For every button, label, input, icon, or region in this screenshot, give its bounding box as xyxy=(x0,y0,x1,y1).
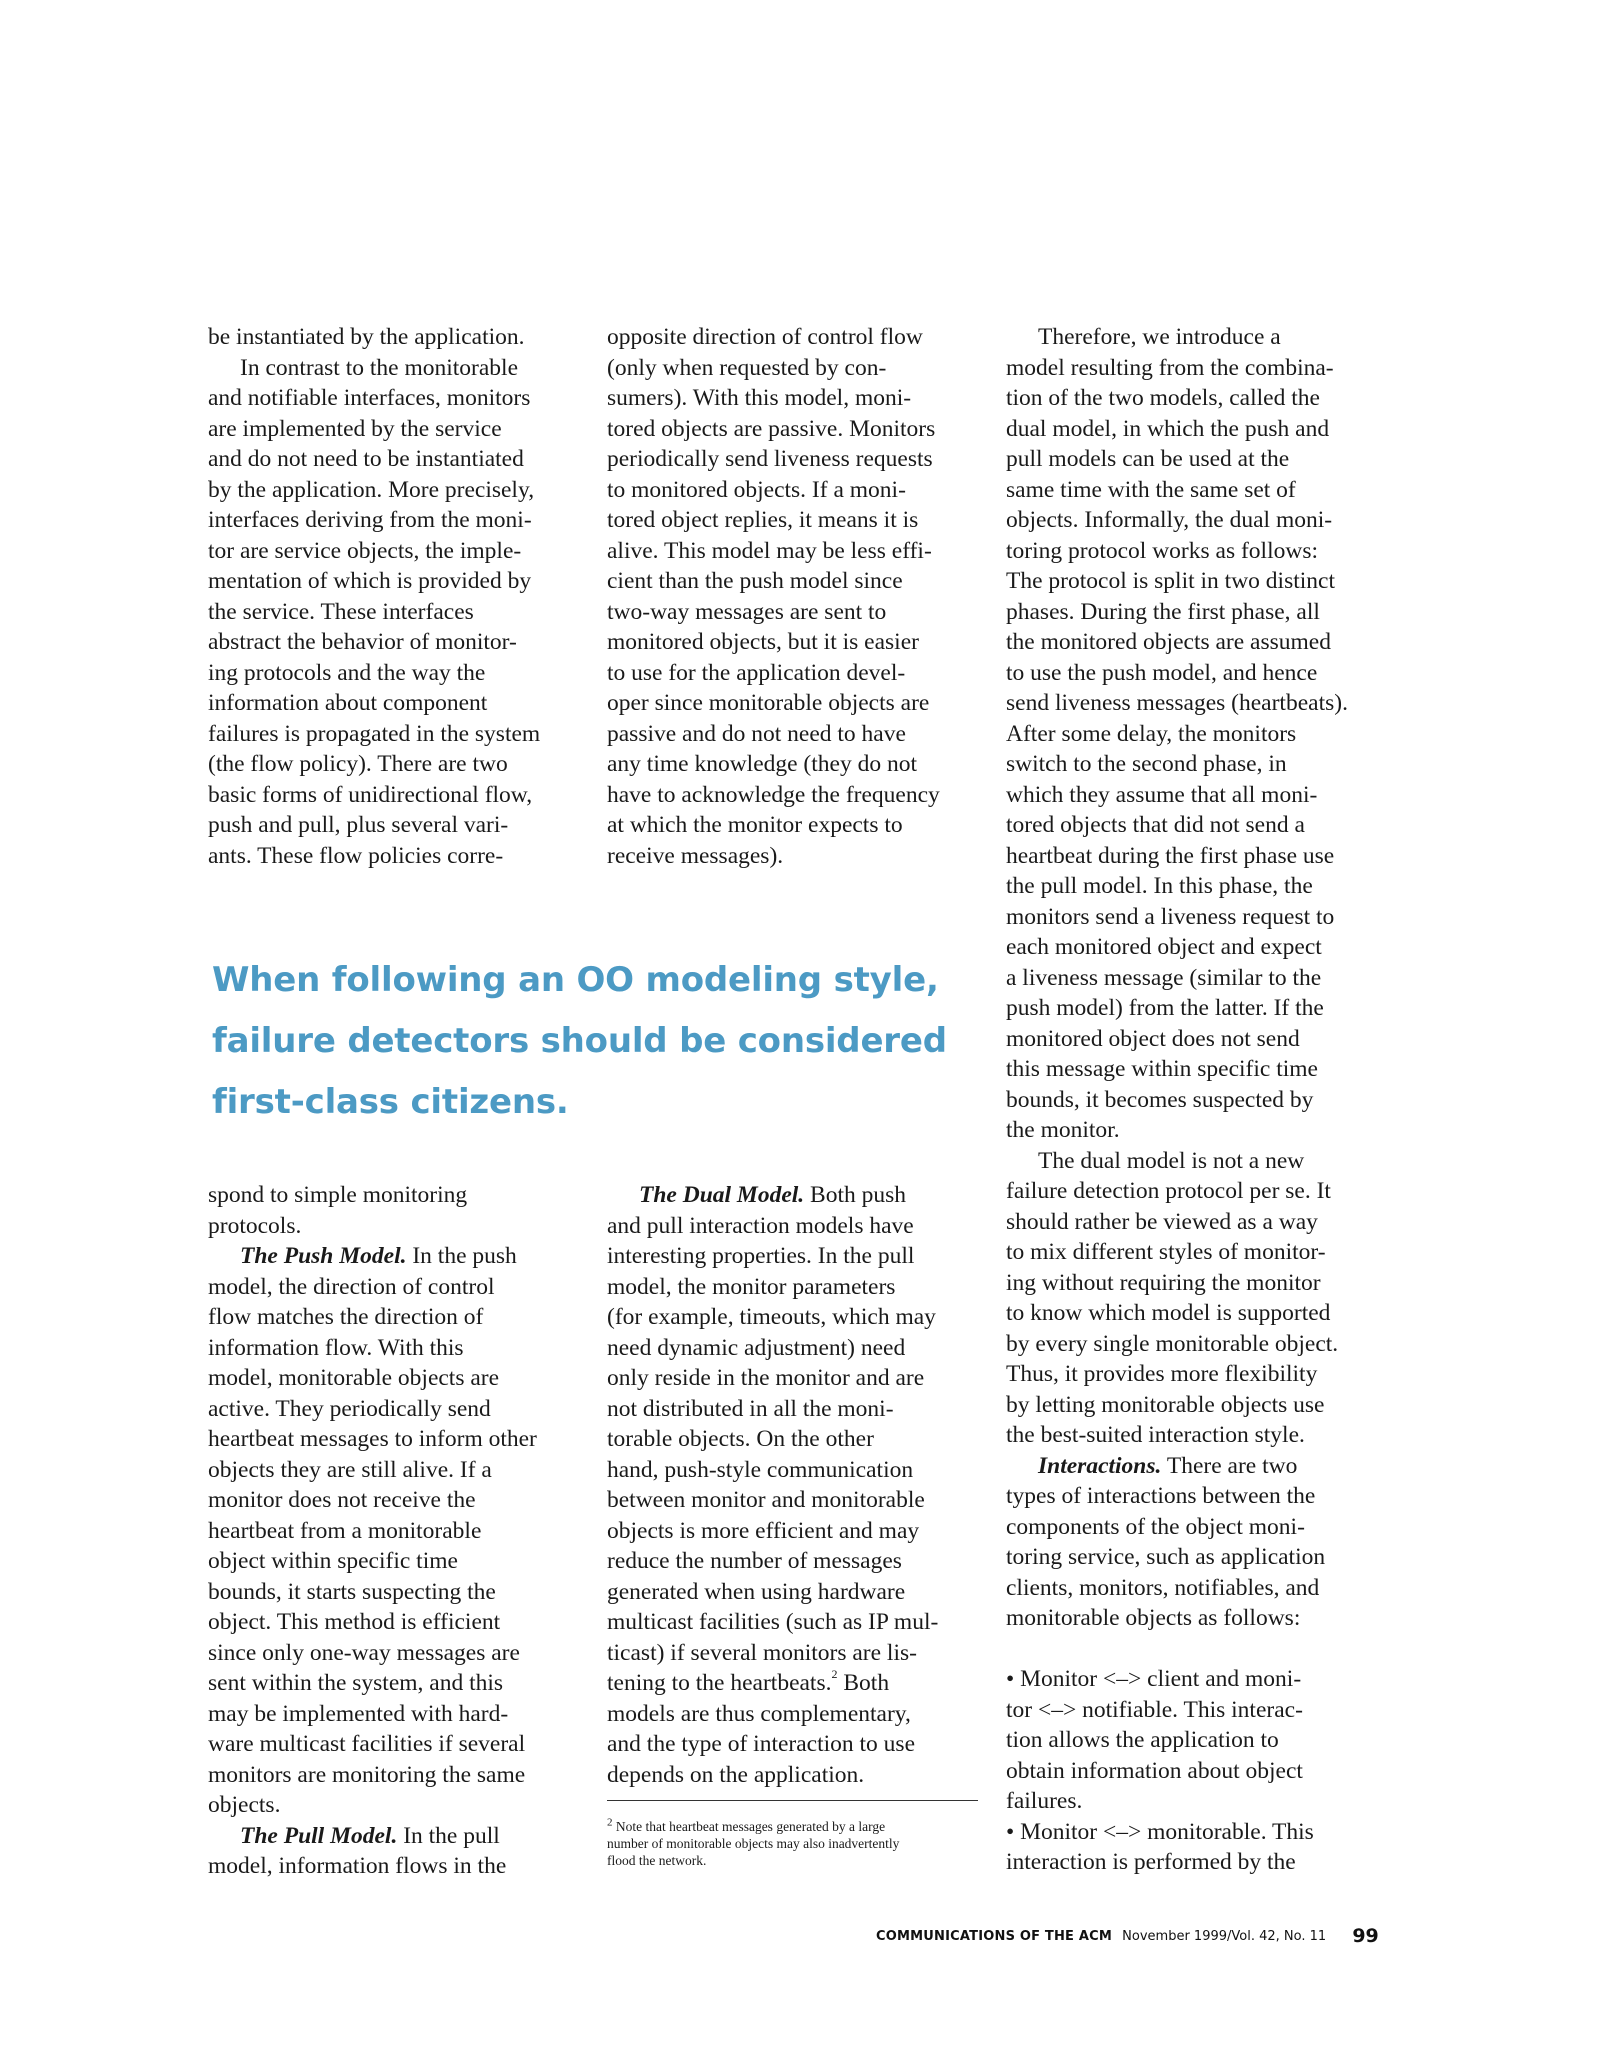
dual-model-first-line xyxy=(607,1180,982,1211)
text-line: heartbeat messages to inform other xyxy=(208,1426,537,1452)
text-run: In the pull xyxy=(397,1822,500,1849)
text-line: the service. These interfaces xyxy=(208,598,474,625)
text-line: ticast) if several monitors are lis- xyxy=(607,1639,917,1666)
text-line: depends on the application. xyxy=(607,1761,865,1788)
text-line: same time with the same set of xyxy=(1006,476,1296,503)
text-line: need dynamic adjustment) need xyxy=(607,1334,906,1361)
text-run: tening to the heartbeats. xyxy=(607,1670,832,1696)
text-line: receive messages). xyxy=(607,842,784,869)
text-line: tored objects are passive. Monitors xyxy=(607,415,936,442)
text-line: have to acknowledge the frequency xyxy=(607,781,940,808)
text-line: alive. This model may be less effi- xyxy=(607,537,932,564)
text-line: information flow. With this xyxy=(208,1334,464,1361)
text-line: to use for the application devel- xyxy=(607,659,906,686)
text-line: send liveness messages (heartbeats). xyxy=(1006,690,1348,716)
journal-name: COMMUNICATIONS OF THE ACM xyxy=(876,1929,1113,1944)
bullet-item-line: • Monitor <–> client and moni- xyxy=(1006,1666,1302,1692)
text-line: by letting monitorable objects use xyxy=(1006,1391,1325,1418)
text-line: model, information flows in the xyxy=(208,1853,507,1879)
running-footer xyxy=(876,1925,1379,1947)
text-line: obtain information about object xyxy=(1006,1757,1303,1784)
footnote-ref-line xyxy=(607,1668,982,1699)
text-line: tor are service objects, the imple- xyxy=(208,537,522,564)
text-line: this message within specific time xyxy=(1006,1056,1318,1082)
text-line: bounds, it becomes suspected by xyxy=(1006,1086,1314,1113)
text-line: push and pull, plus several vari- xyxy=(208,812,509,838)
text-line: (only when requested by con- xyxy=(607,354,887,381)
text-line: may be implemented with hard- xyxy=(208,1700,509,1727)
text-line: abstract the behavior of monitor- xyxy=(208,629,517,655)
column-2-bottom xyxy=(607,1180,982,1790)
text-line: pull models can be used at the xyxy=(1006,446,1290,472)
text-line: be instantiated by the application. xyxy=(208,324,525,350)
text-line: tion of the two models, called the xyxy=(1006,385,1320,411)
text-line: objects they are still alive. If a xyxy=(208,1456,492,1483)
text-line: heartbeat during the first phase use xyxy=(1006,842,1335,869)
text-line: periodically send liveness requests xyxy=(607,446,933,472)
column-2-top xyxy=(607,322,982,871)
text-line: types of interactions between the xyxy=(1006,1483,1316,1509)
text-line: failure detection protocol per se. It xyxy=(1006,1178,1331,1204)
text-line: interesting properties. In the pull xyxy=(607,1243,915,1269)
text-line: interaction is performed by the xyxy=(1006,1849,1296,1875)
text-line: objects is more efficient and may xyxy=(607,1517,920,1544)
pull-quote-line: When following an OO modeling style, xyxy=(212,960,939,1000)
text-line: a liveness message (similar to the xyxy=(1006,964,1322,991)
footnote-line: number of monitorable objects may also inadvertently xyxy=(607,1836,900,1851)
footnote xyxy=(607,1818,987,1869)
text-line: (for example, timeouts, which may xyxy=(607,1304,936,1330)
text-line: cient than the push model since xyxy=(607,568,903,594)
pull-quote-line: failure detectors should be considered xyxy=(212,1021,947,1061)
text-line: Therefore, we introduce a xyxy=(1038,324,1281,350)
text-line: passive and do not need to have xyxy=(607,720,906,747)
text-line: and do not need to be instantiated xyxy=(208,446,524,472)
footnote-rule xyxy=(607,1800,978,1801)
text-line: torable objects. On the other xyxy=(607,1426,874,1452)
push-model-first-line xyxy=(208,1241,583,1272)
text-line: tored object replies, it means it is xyxy=(607,507,919,533)
text-line: monitored objects, but it is easier xyxy=(607,629,919,655)
text-line: monitors send a liveness request to xyxy=(1006,903,1335,930)
text-line: to use the push model, and hence xyxy=(1006,659,1318,686)
text-line: phases. During the first phase, all xyxy=(1006,598,1320,625)
text-line: the monitor. xyxy=(1006,1117,1120,1143)
text-line: the monitored objects are assumed xyxy=(1006,629,1331,655)
pull-model-first-line xyxy=(208,1821,583,1852)
text-line: toring service, such as application xyxy=(1006,1544,1326,1570)
text-line: the pull model. In this phase, the xyxy=(1006,873,1313,899)
footnote-line xyxy=(607,1818,987,1835)
text-line: monitorable objects as follows: xyxy=(1006,1605,1301,1631)
text-line: tored objects that did not send a xyxy=(1006,812,1305,838)
text-line: are implemented by the service xyxy=(208,415,502,442)
text-line: the best-suited interaction style. xyxy=(1006,1422,1305,1448)
text-run: Both xyxy=(837,1670,890,1696)
text-line: at which the monitor expects to xyxy=(607,812,903,838)
interactions-first-line xyxy=(1006,1451,1381,1482)
text-line: components of the object moni- xyxy=(1006,1513,1305,1540)
text-line: active. They periodically send xyxy=(208,1395,491,1422)
footnote-line: flood the network. xyxy=(607,1853,707,1868)
text-line: toring protocol works as follows: xyxy=(1006,537,1318,564)
text-line: objects. xyxy=(208,1792,281,1818)
text-line: After some delay, the monitors xyxy=(1006,720,1297,747)
text-line: failures is propagated in the system xyxy=(208,720,541,747)
text-line: hand, push-style communication xyxy=(607,1456,914,1483)
page-number: 99 xyxy=(1352,1925,1379,1947)
pull-quote-line: first-class citizens. xyxy=(212,1082,569,1122)
text-run: Note that heartbeat messages generated by a large xyxy=(612,1819,886,1834)
text-line: to know which model is supported xyxy=(1006,1300,1331,1326)
text-line: heartbeat from a monitorable xyxy=(208,1517,482,1544)
pull-model-heading: The Pull Model. xyxy=(240,1822,398,1849)
text-line: model resulting from the combina- xyxy=(1006,354,1334,381)
pull-quote xyxy=(212,950,972,1133)
column-3 xyxy=(1006,322,1381,1878)
text-line: and pull interaction models have xyxy=(607,1212,914,1239)
text-line: generated when using hardware xyxy=(607,1578,906,1605)
text-line: which they assume that all moni- xyxy=(1006,781,1318,808)
text-line: to mix different styles of monitor- xyxy=(1006,1239,1326,1265)
footnote-mark: 2 xyxy=(607,1816,613,1829)
text-line: by every single monitorable object. xyxy=(1006,1330,1339,1357)
text-line: (the flow policy). There are two xyxy=(208,751,508,777)
column-1-top xyxy=(208,322,583,871)
text-line: model, monitorable objects are xyxy=(208,1365,500,1391)
text-line: objects. Informally, the dual moni- xyxy=(1006,507,1333,533)
text-line: monitored object does not send xyxy=(1006,1025,1300,1052)
text-line: dual model, in which the push and xyxy=(1006,415,1330,442)
text-line: switch to the second phase, in xyxy=(1006,751,1287,777)
text-line: since only one-way messages are xyxy=(208,1639,520,1666)
text-line: multicast facilities (such as IP mul- xyxy=(607,1609,939,1635)
text-line: Thus, it provides more flexibility xyxy=(1006,1361,1318,1387)
text-line: push model) from the latter. If the xyxy=(1006,995,1324,1021)
blank-line xyxy=(1006,1634,1381,1665)
text-line: and the type of interaction to use xyxy=(607,1731,916,1757)
text-line: model, the monitor parameters xyxy=(607,1273,896,1300)
text-line: sent within the system, and this xyxy=(208,1670,504,1696)
text-line: sumers). With this model, moni- xyxy=(607,385,912,411)
text-run: In the push xyxy=(406,1243,517,1269)
text-line: each monitored object and expect xyxy=(1006,934,1322,960)
text-line: basic forms of unidirectional flow, xyxy=(208,781,533,808)
text-line: ware multicast facilities if several xyxy=(208,1731,526,1757)
footnote-ref-mark[interactable]: 2 xyxy=(831,1667,838,1681)
text-line: model, the direction of control xyxy=(208,1273,495,1300)
text-line: flow matches the direction of xyxy=(208,1304,484,1330)
text-line: and notifiable interfaces, monitors xyxy=(208,385,531,411)
dual-model-heading: The Dual Model. xyxy=(639,1182,805,1208)
text-line: mentation of which is provided by xyxy=(208,568,532,594)
text-line: information about component xyxy=(208,690,488,716)
text-line: failures. xyxy=(1006,1788,1083,1814)
text-line: protocols. xyxy=(208,1212,302,1239)
text-line: bounds, it starts suspecting the xyxy=(208,1578,496,1605)
text-line: interfaces deriving from the moni- xyxy=(208,507,532,533)
text-line: opposite direction of control flow xyxy=(607,324,923,350)
text-line: object within specific time xyxy=(208,1548,458,1574)
text-line: tor <–> notifiable. This interac- xyxy=(1006,1696,1303,1723)
issue-info: November 1999/Vol. 42, No. 11 xyxy=(1122,1929,1327,1944)
text-run: Both push xyxy=(804,1182,907,1208)
column-1-bottom xyxy=(208,1180,583,1882)
text-line: monitor does not receive the xyxy=(208,1487,476,1513)
bullet-item-line: • Monitor <–> monitorable. This xyxy=(1006,1818,1314,1845)
text-line: by the application. More precisely, xyxy=(208,476,535,503)
text-line: object. This method is efficient xyxy=(208,1609,501,1635)
text-line: ing without requiring the monitor xyxy=(1006,1269,1321,1296)
text-line: models are thus complementary, xyxy=(607,1700,911,1727)
text-line: ants. These flow policies corre- xyxy=(208,842,504,869)
interactions-heading: Interactions. xyxy=(1038,1452,1162,1479)
text-run: There are two xyxy=(1161,1452,1298,1479)
text-line: spond to simple monitoring xyxy=(208,1182,468,1208)
text-line: The protocol is split in two distinct xyxy=(1006,568,1335,594)
text-line: reduce the number of messages xyxy=(607,1548,902,1574)
text-line: clients, monitors, notifiables, and xyxy=(1006,1574,1320,1601)
text-line: The dual model is not a new xyxy=(1038,1147,1305,1174)
text-line: any time knowledge (they do not xyxy=(607,751,917,777)
text-line: to monitored objects. If a moni- xyxy=(607,476,906,503)
text-line: monitors are monitoring the same xyxy=(208,1761,526,1788)
text-line: oper since monitorable objects are xyxy=(607,690,930,716)
push-model-heading: The Push Model. xyxy=(240,1243,407,1269)
text-line: In contrast to the monitorable xyxy=(240,354,519,381)
text-line: not distributed in all the moni- xyxy=(607,1395,894,1422)
text-line: tion allows the application to xyxy=(1006,1727,1279,1753)
text-line: should rather be viewed as a way xyxy=(1006,1208,1318,1235)
text-line: between monitor and monitorable xyxy=(607,1487,925,1513)
text-line: only reside in the monitor and are xyxy=(607,1365,925,1391)
text-line: ing protocols and the way the xyxy=(208,659,486,686)
text-line: two-way messages are sent to xyxy=(607,598,887,625)
